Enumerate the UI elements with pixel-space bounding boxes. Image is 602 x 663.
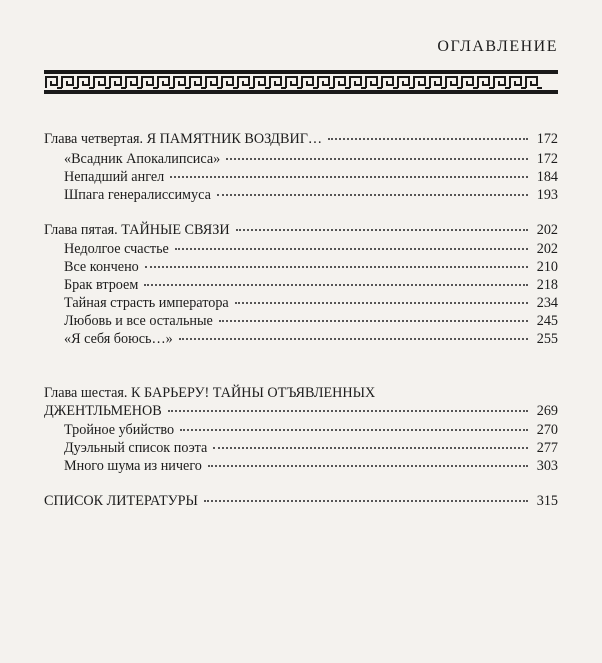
toc-item[interactable]: [44, 439, 558, 457]
toc-item[interactable]: [44, 330, 558, 348]
dot-leader: [204, 500, 528, 502]
toc-entry-title: Непадший ангел: [64, 169, 165, 185]
dot-leader: [180, 429, 528, 431]
bleed-through-shadow: [150, 575, 460, 635]
toc-entry-title: Тройное убийство: [64, 422, 175, 438]
toc-page-number: 210: [536, 259, 558, 275]
toc-chapter-6[interactable]: [44, 402, 558, 420]
toc-page-number: 234: [536, 295, 558, 311]
toc-entry-title: Недолгое счастье: [64, 241, 169, 257]
toc-page-number: 202: [536, 222, 558, 238]
dot-leader: [168, 410, 528, 412]
toc-item[interactable]: [44, 258, 558, 276]
toc-item[interactable]: [44, 150, 558, 168]
dot-leader: [235, 302, 528, 304]
dot-leader: [179, 338, 528, 340]
toc-entry-title: Тайная страсть императора: [64, 295, 229, 311]
dot-leader: [219, 320, 528, 322]
toc-page-number: 184: [536, 169, 558, 185]
toc-bibliography[interactable]: [44, 492, 558, 510]
toc-page-number: 255: [536, 331, 558, 347]
dot-leader: [208, 465, 528, 467]
toc-entry-title: Глава четвертая. Я ПАМЯТНИК ВОЗДВИГ…: [44, 131, 323, 147]
toc-item[interactable]: [44, 312, 558, 330]
toc-entry-title: Шпага генералиссимуса: [64, 187, 211, 203]
dot-leader: [236, 229, 528, 231]
toc-chapter-6-title-line1[interactable]: Глава шестая. К БАРЬЕРУ! ТАЙНЫ ОТЪЯВЛЕННЫХ: [44, 385, 376, 401]
toc-item[interactable]: [44, 294, 558, 312]
toc-page-number: 315: [536, 493, 558, 509]
dot-leader: [213, 447, 528, 449]
toc-entry-title: Много шума из ничего: [64, 458, 202, 474]
toc-chapter-4[interactable]: [44, 130, 558, 148]
toc-page-number: 172: [536, 151, 558, 167]
toc-entry-title: Любовь и все остальные: [64, 313, 213, 329]
dot-leader: [175, 248, 528, 250]
toc-entry-title: Глава пятая. ТАЙНЫЕ СВЯЗИ: [44, 222, 230, 238]
toc-entry-title: Все кончено: [64, 259, 139, 275]
dot-leader: [170, 176, 528, 178]
dot-leader: [145, 266, 528, 268]
toc-page-number: 269: [536, 403, 558, 419]
dot-leader: [144, 284, 528, 286]
toc-heading: ОГЛАВЛЕНИЕ: [437, 38, 558, 55]
toc-page-number: 270: [536, 422, 558, 438]
toc-chapter-5[interactable]: [44, 221, 558, 239]
toc-page-number: 172: [536, 131, 558, 147]
toc-entry-title: Брак втроем: [64, 277, 139, 293]
toc-entry-title: Дуэльный список поэта: [64, 440, 208, 456]
toc-item[interactable]: [44, 457, 558, 475]
toc-item[interactable]: [44, 168, 558, 186]
toc-item[interactable]: [44, 186, 558, 204]
dot-leader: [226, 158, 528, 160]
toc-entry-title: «Всадник Апокалипсиса»: [64, 151, 221, 167]
toc-page-number: 303: [536, 458, 558, 474]
dot-leader: [217, 194, 528, 196]
toc-item[interactable]: [44, 240, 558, 258]
toc-page-number: 277: [536, 440, 558, 456]
toc-page-number: 245: [536, 313, 558, 329]
greek-key-ornament: [44, 70, 558, 94]
toc-entry-title: СПИСОК ЛИТЕРАТУРЫ: [44, 493, 198, 509]
toc-item[interactable]: [44, 421, 558, 439]
toc-item[interactable]: [44, 276, 558, 294]
toc-page-number: 193: [536, 187, 558, 203]
toc-entry-title: «Я себя боюсь…»: [64, 331, 173, 347]
toc-entry-title: ДЖЕНТЛЬМЕНОВ: [44, 403, 162, 419]
toc-page-number: 202: [536, 241, 558, 257]
toc-page-number: 218: [536, 277, 558, 293]
dot-leader: [328, 138, 528, 140]
